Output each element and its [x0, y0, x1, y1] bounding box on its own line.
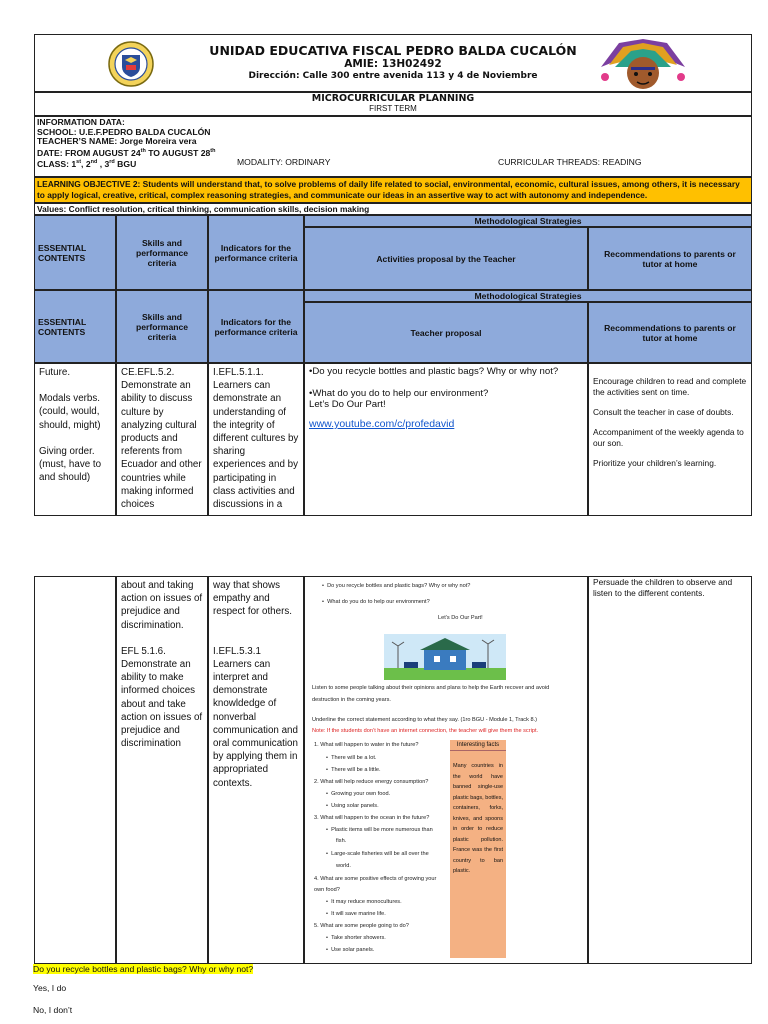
row1-contents	[34, 363, 116, 516]
planning-title-block	[34, 92, 752, 116]
ws-option-text: Plastic items will be more numerous than	[331, 827, 433, 833]
header2-methodological: Methodological Strategies	[304, 290, 752, 302]
ws-option: • It may reduce monocultures.	[326, 899, 402, 905]
info-label: INFORMATION DATA:	[37, 117, 125, 127]
content-item: Giving order. (must, have to and should)	[39, 445, 102, 484]
recommendation: Prioritize your children’s learning.	[593, 458, 717, 468]
row1-activities	[304, 363, 588, 516]
footer-answer-no: No, I don’t	[33, 1005, 73, 1015]
amie-code: AMIE: 13H02492	[344, 58, 442, 70]
ws-item-cont: own food?	[314, 887, 340, 893]
class-prefix: CLASS: 1	[37, 159, 77, 170]
ws-note: Note: If the students don’t have an internet connection, the teacher will give them the script.	[312, 728, 539, 734]
info-school: SCHOOL: U.E.F.PEDRO BALDA CUCALÓN	[37, 126, 211, 137]
ws-option-text: It may reduce monocultures.	[331, 899, 402, 905]
planning-title: MICROCURRICULAR PLANNING	[311, 93, 475, 104]
ws-option: • There will be a little.	[326, 767, 381, 773]
ws-q2-text: What do you do to help our environment?	[327, 599, 430, 605]
facts-body: Many countries in the world have banned single-use plastic bags, bottles, containers, forks, knives, and spoons in order to reduce plastic pollution. France was the first country to ban plastic.	[453, 763, 503, 874]
skill-text: EFL 5.1.6. Demonstrate an ability to make informed choices about and take action on issues of prejudice and discrimination	[121, 645, 203, 750]
header1-recommendations: Recommendations to parents or tutor at home	[588, 227, 752, 290]
school-address: Dirección: Calle 300 entre avenida 113 y 4 de Noviembre	[248, 71, 538, 81]
ws-option-text: Large-scale fisheries will be all over the	[331, 851, 429, 857]
ws-option-cont: fish.	[336, 838, 347, 844]
header1-indicators: Indicators for the performance criteria	[208, 215, 304, 290]
header2-proposal: Teacher proposal	[304, 302, 588, 363]
eco-city-icon	[384, 634, 506, 680]
header1-activities: Activities proposal by the Teacher	[304, 227, 588, 290]
planning-term: FIRST TERM	[369, 104, 417, 113]
worksheet-image	[308, 578, 586, 962]
ws-option-text: There will be a lot.	[331, 755, 377, 761]
interesting-facts-box	[450, 740, 506, 958]
ws-option: • Growing your own food.	[326, 791, 391, 797]
activity-question: •What do you do to help our environment?	[309, 388, 489, 399]
learning-objective: LEARNING OBJECTIVE 2: Students will understand that, to solve problems of daily life related to social, environmental, economic, cultural issues, among others, it is necessary to apply logical, creative, critical, complex reasoning strategies, and communicate our ideas in an assertive way to act with autonomy and independence.	[34, 177, 752, 203]
ws-question-2: • What do you do to help our environment?	[322, 599, 430, 605]
facts-title: Interesting facts	[450, 740, 506, 751]
ws-instruction-2: destruction in the coming years.	[312, 697, 391, 703]
activity-question: •Do you recycle bottles and plastic bags? Why or why not?	[309, 366, 559, 377]
ws-option-text: There will be a little.	[331, 767, 381, 773]
header1-skills: Skills and performance criteria	[116, 215, 208, 290]
ws-title: Let’s Do Our Part!	[438, 615, 483, 621]
activity-title: Let’s Do Our Part!	[309, 399, 386, 410]
recommendation: Consult the teacher in case of doubts.	[593, 407, 734, 417]
ws-option-text: Using solar panels.	[331, 803, 379, 809]
row1-skills: CE.EFL.5.2. Demonstrate an ability to discuss culture by analyzing cultural products and referents from Ecuador and other countries while making informed choices	[116, 363, 208, 516]
content-item: Modals verbs. (could, would, should, might)	[39, 393, 101, 431]
ws-option-text: Use solar panels.	[331, 947, 375, 953]
info-modality: MODALITY: ORDINARY	[237, 157, 331, 168]
footer-question-text: Do you recycle bottles and plastic bags? Why or why not?	[33, 964, 254, 974]
class-sep-2: , 3	[97, 159, 110, 170]
header2-skills: Skills and performance criteria	[116, 290, 208, 363]
ws-question-1: • Do you recycle bottles and plastic bags? Why or why not?	[322, 583, 471, 589]
class-sup-2: nd	[90, 159, 98, 166]
header1-essential: ESSENTIAL CONTENTS	[34, 215, 116, 290]
row2-skills	[116, 576, 208, 964]
ws-option: • Take shorter showers.	[326, 935, 386, 941]
youtube-link[interactable]: www.youtube.com/c/profedavid	[309, 418, 455, 430]
date-sup-1: th	[140, 147, 146, 154]
ws-option-text: Growing your own food.	[331, 791, 391, 797]
ws-option-text: Take shorter showers.	[331, 935, 386, 941]
ws-option: • Plastic items will be more numerous than	[326, 827, 433, 833]
info-class-row	[37, 158, 749, 169]
info-threads: CURRICULAR THREADS: READING	[498, 157, 642, 168]
row2-recommendations: Persuade the children to observe and listen to the different contents.	[588, 576, 752, 964]
ws-item: 2. What will help reduce energy consumption?	[314, 779, 429, 785]
info-date	[37, 147, 749, 158]
ws-item: 4. What are some positive effects of growing your	[314, 876, 437, 882]
date-mid: TO AUGUST 28	[145, 147, 211, 158]
row1-recommendations	[588, 363, 752, 516]
information-data	[34, 116, 752, 177]
class-sep-1: , 2	[81, 159, 91, 170]
content-item: Future.	[39, 367, 71, 378]
ws-item: 3. What will happen to the ocean in the future?	[314, 815, 430, 821]
ws-option-cont: world.	[336, 863, 351, 869]
ws-item: 1. What will happen to water in the future?	[314, 742, 419, 748]
row1-indicators: I.EFL.5.1.1. Learners can demonstrate an understanding of the integrity of different cultures by sharing experiences and by participating in class activities and discussions in a	[208, 363, 304, 516]
row2-indicators	[208, 576, 304, 964]
indicator-text: I.EFL.5.3.1 Learners can interpret and demonstrate knowldedge of nonverbal communication and oral communication by applying them in appropriated contexts.	[213, 645, 298, 789]
recommendation: Encourage children to read and complete the activities sent on time.	[593, 376, 747, 397]
date-prefix: DATE: FROM AUGUST 24	[37, 147, 141, 158]
school-header	[34, 34, 752, 92]
footer-question	[33, 964, 253, 974]
date-sup-2: th	[210, 147, 216, 154]
ws-option: • Large-scale fisheries will be all over the	[326, 851, 429, 857]
ws-instruction-3: Underline the correct statement according to what they say. (1ro BGU - Module 1, Track 8.)	[312, 717, 537, 723]
skill-text: about and taking action on issues of prejudice and discrimination.	[121, 580, 203, 631]
info-teacher: TEACHER’S NAME: Jorge Moreira vera	[37, 136, 197, 147]
ws-option: • Using solar panels.	[326, 803, 379, 809]
footer-answer-yes: Yes, I do	[33, 983, 67, 993]
class-sup-3: rd	[109, 159, 115, 166]
header2-recommendations: Recommendations to parents or tutor at home	[588, 302, 752, 363]
info-class	[37, 159, 136, 169]
ws-option-text: It will save marine life.	[331, 911, 386, 917]
ws-item: 5. What are some people going to do?	[314, 923, 409, 929]
values-line: Values: Conflict resolution, critical thinking, communication skills, decision making	[34, 203, 752, 215]
school-name: UNIDAD EDUCATIVA FISCAL PEDRO BALDA CUCALÓN	[209, 43, 577, 58]
ws-q1-text: Do you recycle bottles and plastic bags? Why or why not?	[327, 583, 471, 589]
header2-indicators: Indicators for the performance criteria	[208, 290, 304, 363]
ws-option: • There will be a lot.	[326, 755, 377, 761]
indicator-text: way that shows empathy and respect for others.	[213, 580, 292, 618]
ws-option: • Use solar panels.	[326, 947, 375, 953]
ws-instruction-1: Listen to some people talking about their opinions and plans to help the Earth recover and avoid	[312, 685, 550, 691]
class-sup-1: st	[76, 159, 82, 166]
cultural-mask-icon	[595, 37, 691, 91]
header1-methodological: Methodological Strategies	[304, 215, 752, 227]
ws-option: • It will save marine life.	[326, 911, 386, 917]
row2-contents	[34, 576, 116, 964]
header2-essential: ESSENTIAL CONTENTS	[34, 290, 116, 363]
recommendation: Accompaniment of the weekly agenda to our son.	[593, 427, 744, 448]
class-suffix: BGU	[114, 159, 137, 170]
